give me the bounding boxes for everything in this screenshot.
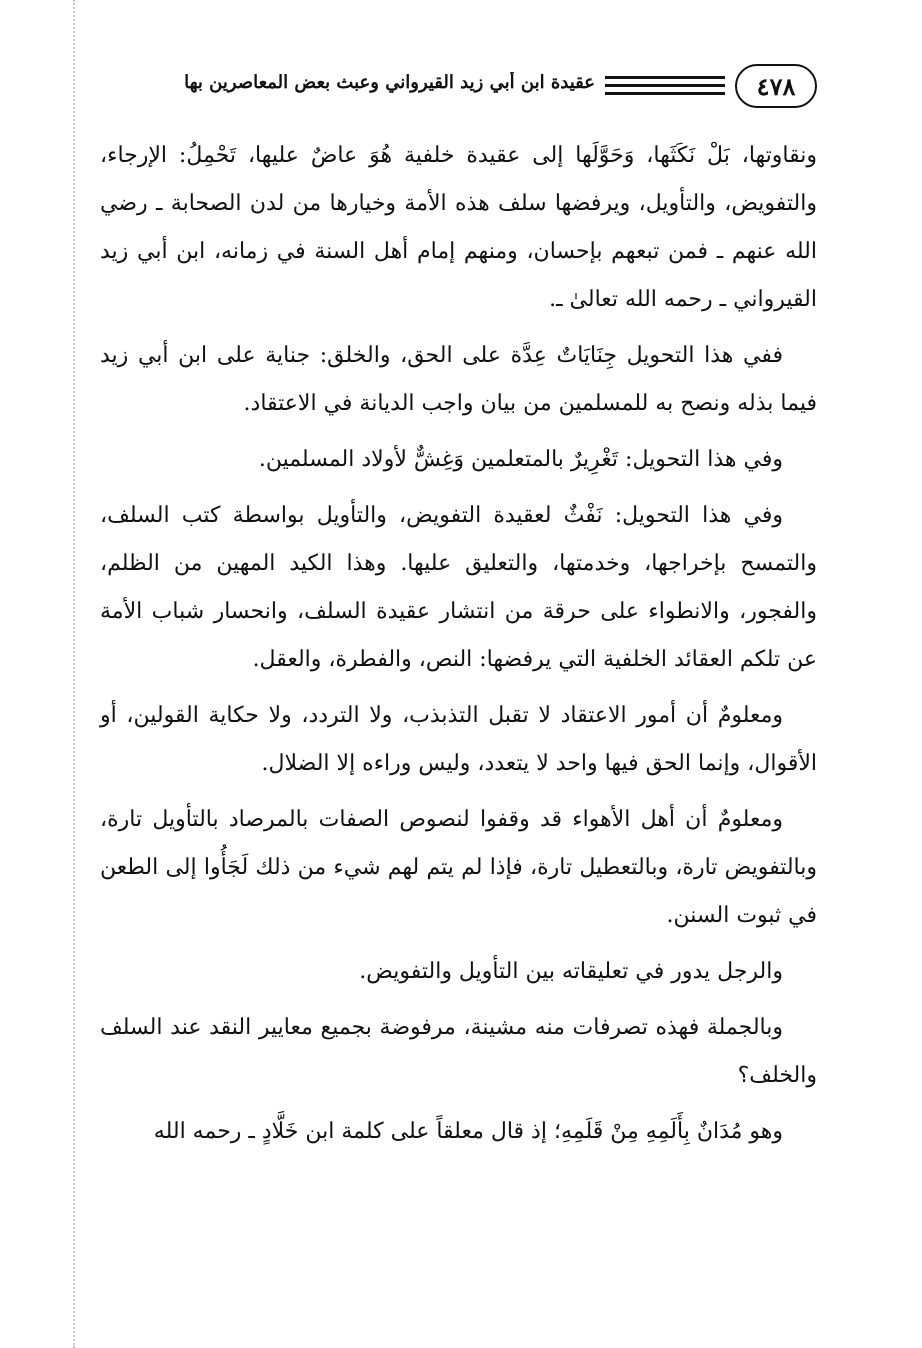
paragraph: وفي هذا التحويل: تَغْرِيرٌ بالمتعلمين وَغِشٌّ لأولاد المسلمين. <box>258 447 783 472</box>
paragraph: ومعلومٌ أن أهل الأهواء قد وقفوا لنصوص الصفات بالمرصاد بالتأويل تارة، وبالتفويض تارة، وبالتعطيل تارة، فإذا لم يتم لهم شيء من ذلك لَجَأُوا إلى الطعن في ثبوت السنن. <box>100 807 817 928</box>
page-number-badge: ٤٧٨ <box>735 64 817 108</box>
binding-gutter-line <box>73 0 75 1348</box>
header-rule <box>605 84 725 87</box>
paragraph: وبالجملة فهذه تصرفات منه مشينة، مرفوضة بجميع معايير النقد عند السلف والخلف؟ <box>100 1015 817 1088</box>
paragraph: وفي هذا التحويل: نَفْثٌ لعقيدة التفويض، والتأويل بواسطة كتب السلف، والتمسح بإخراجها، وخدمتها، والتعليق عليها. وهذا الكيد المهين من الظلم، والفجور، والانطواء على حرقة من انتشار عقيدة السلف، وانحسار شباب الأمة عن تلكم العقائد الخلفية التي يرفضها: النص، والفطرة، والعقل. <box>100 503 817 672</box>
running-title: عقيدة ابن أبي زيد القيرواني وعبث بعض المعاصرين بها <box>184 72 595 93</box>
paragraph: ومعلومٌ أن أمور الاعتقاد لا تقبل التذبذب، ولا التردد، ولا حكاية القولين، أو الأقوال، وإنما الحق فيها واحد لا يتعدد، وليس وراءه إلا الضلال. <box>100 703 817 776</box>
paragraph: ففي هذا التحويل جِنَايَاتٌ عِدَّة على الحق، والخلق: جناية على ابن أبي زيد فيما بذله ونصح به للمسلمين من بيان واجب الديانة في الاعتقاد. <box>100 343 817 416</box>
paragraph: وهو مُدَانٌ بِأَلَمِهِ مِنْ قَلَمِهِ؛ إذ قال معلقاً على كلمة ابن خَلَّادٍ ـ رحمه الله <box>153 1119 783 1144</box>
page-header <box>90 64 817 108</box>
header-rule <box>605 92 725 95</box>
paragraph: والرجل يدور في تعليقاته بين التأويل والتفويض. <box>359 959 783 984</box>
paragraph: ونقاوتها، بَلْ نَكَثَها، وَحَوَّلَها إلى عقيدة خلفية هُوَ عاضٌ عليها، تَحْمِلُ: الإرجاء، والتفويض، والتأويل، ويرفضها سلف هذه الأمة وخيارها من لدن الصحابة ـ رضي الله عنهم ـ فمن تبعهم بإحسان، ومنهم إمام أهل السنة في زمانه، ابن أبي زيد القيرواني ـ رحمه الله تعالىٰ ـ. <box>100 143 817 312</box>
page-body <box>100 132 817 1164</box>
header-rule <box>605 76 725 79</box>
